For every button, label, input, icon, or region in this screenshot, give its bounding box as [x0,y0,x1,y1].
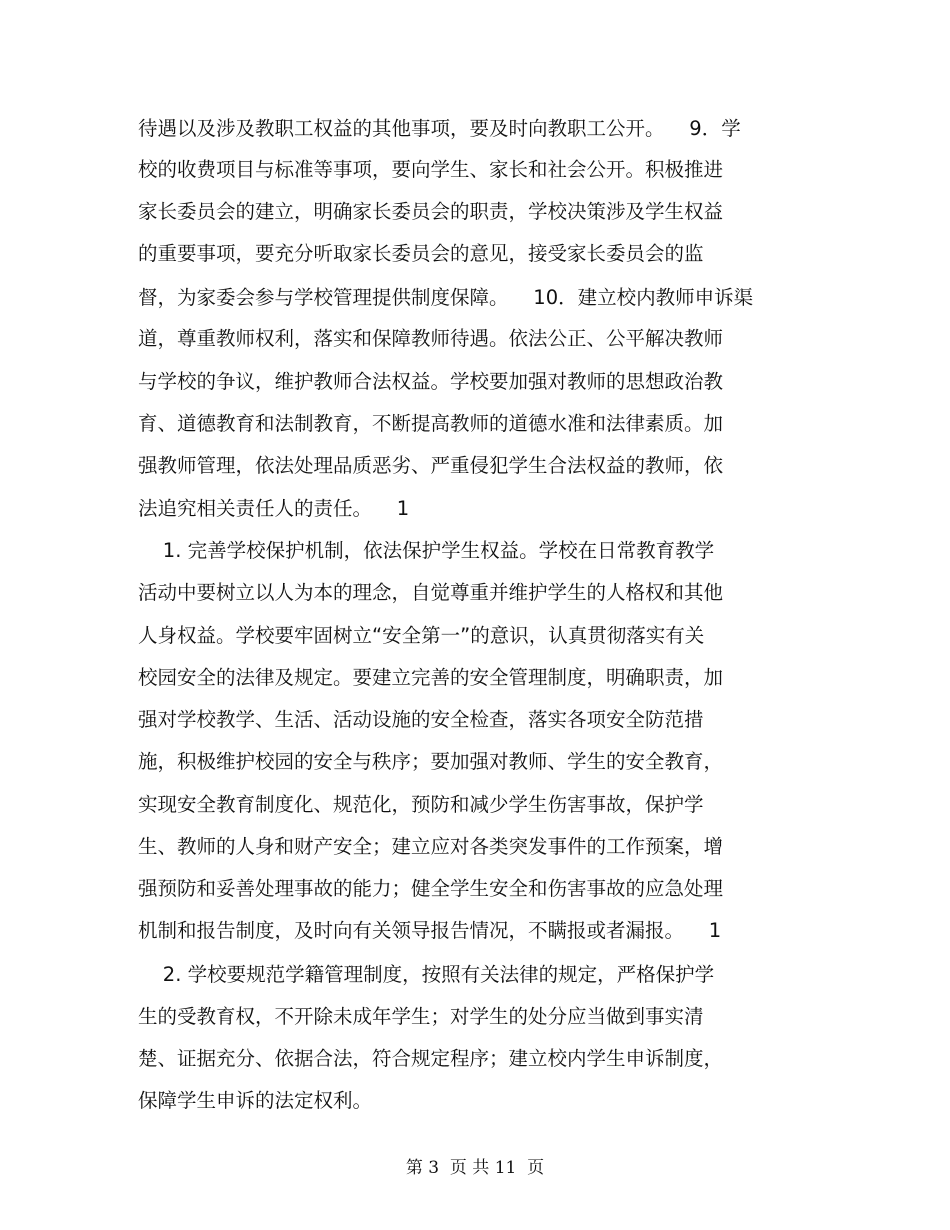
text-line: 生、教师的人身和财产安全；建立应对各类突发事件的工作预案，增 [138,835,724,858]
text-line: 强教师管理，依法处理品质恶劣、严重侵犯学生合法权益的教师，依 [138,454,724,477]
text-line: 实现安全教育制度化、规范化，预防和减少学生伤害事故，保护学 [138,793,704,816]
text-line: 家长委员会的建立，明确家长委员会的职责，学校决策涉及学生权益 [138,200,724,223]
text-line: 的重要事项，要充分听取家长委员会的意见，接受家长委员会的监 [138,242,704,265]
text-line: 1. 完善学校保护机制，依法保护学生权益。学校在日常教育教学 [138,539,715,562]
text-line: 与学校的争议，维护教师合法权益。学校要加强对教师的思想政治教 [138,370,724,393]
text-line: 机制和报告制度，及时向有关领导报告情况，不瞒报或者漏报。 1 [138,919,722,942]
text-line: 待遇以及涉及教职工权益的其他事项，要及时向教职工公开。 9．学 [138,117,741,140]
text-line: 道，尊重教师权利，落实和保障教师待遇。依法公正、公平解决教师 [138,327,724,350]
text-line: 强预防和妥善处理事故的能力；健全学生安全和伤害事故的应急处理 [138,877,724,900]
text-line: 校园安全的法律及规定。要建立完善的安全管理制度，明确职责，加 [138,666,724,689]
text-line: 强对学校教学、生活、活动设施的安全检查，落实各项安全防范措 [138,708,704,731]
text-line: 保障学生申诉的法定权利。 [138,1089,373,1112]
text-line: 生的受教育权，不开除未成年学生；对学生的处分应当做到事实清 [138,1005,704,1028]
text-line: 育、道德教育和法制教育，不断提高教师的道德水准和法律素质。加 [138,412,724,435]
text-line: 活动中要树立以人为本的理念，自觉尊重并维护学生的人格权和其他 [138,581,724,604]
text-line: 楚、证据充分、依据合法，符合规定程序；建立校内学生申诉制度， [138,1047,724,1070]
text-line: 2. 学校要规范学籍管理制度，按照有关法律的规定，严格保护学 [138,963,715,986]
page-number-footer: 第 3 页 共 11 页 [405,1158,545,1178]
text-line: 施，积极维护校园的安全与秩序；要加强对教师、学生的安全教育， [138,750,724,773]
text-line: 人身权益。学校要牢固树立“安全第一”的意识，认真贯彻落实有关 [138,624,705,647]
text-line: 法追究相关责任人的责任。 1 [138,497,410,520]
text-line: 督，为家委会参与学校管理提供制度保障。 10．建立校内教师申诉渠 [138,286,754,309]
text-line: 校的收费项目与标准等事项，要向学生、家长和社会公开。积极推进 [138,158,724,181]
